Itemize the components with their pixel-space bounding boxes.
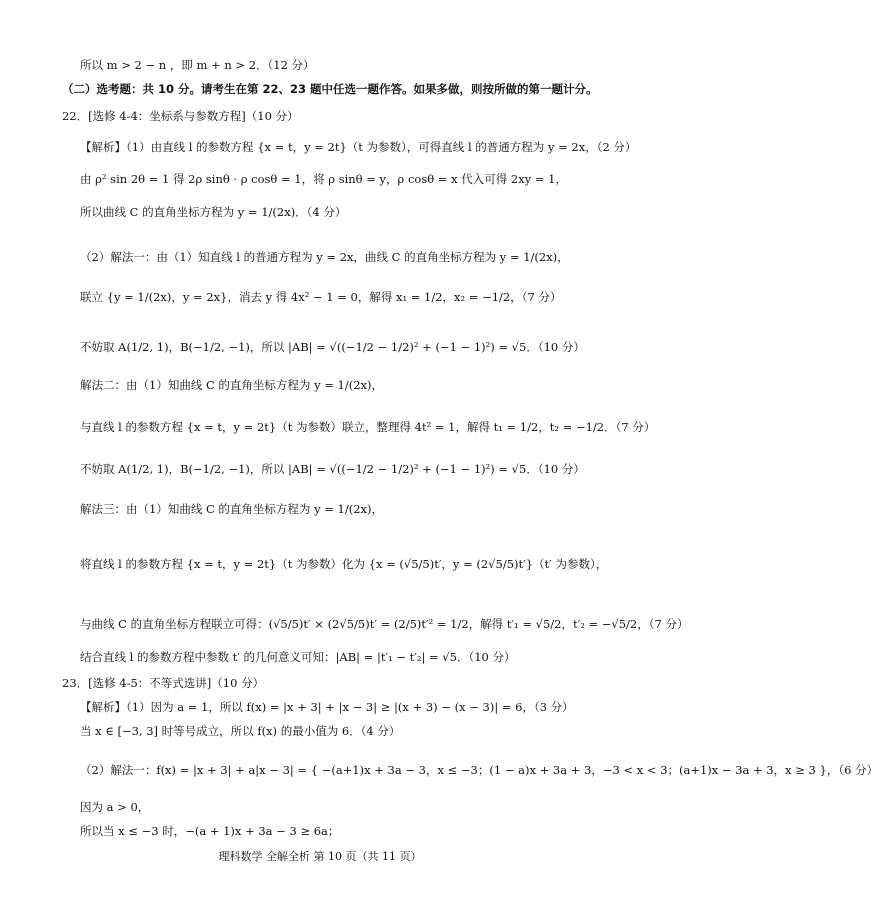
text-line: （二）选考题：共 10 分。请考生在第 22、23 题中任选一题作答。如果多做，则按所做的第一题计分。 — [62, 82, 598, 96]
text-line: 与直线 l 的参数方程 {x = t，y = 2t}（t 为参数）联立，整理得 4t² = 1，解得 t₁ = 1/2，t₂ = −1/2．（7 分） — [80, 420, 656, 434]
text-line: 所以当 x ≤ −3 时，−(a + 1)x + 3a − 3 ≥ 6a； — [80, 824, 340, 838]
text-line: 【解析】（1）因为 a = 1，所以 f(x) = |x + 3| + |x − 3| ≥ |(x + 3) − (x − 3)| = 6，（3 分） — [80, 700, 574, 714]
text-line: 结合直线 l 的参数方程中参数 t′ 的几何意义可知：|AB| = |t′₁ − t′₂| = √5．（10 分） — [80, 650, 516, 664]
text-line: 不妨取 A(1/2, 1)，B(−1/2, −1)，所以 |AB| = √((−1/2 − 1/2)² + (−1 − 1)²) = √5．（10 分） — [80, 462, 585, 476]
text-line: 所以曲线 C 的直角坐标方程为 y = 1/(2x)．（4 分） — [80, 205, 347, 219]
text-line: 当 x ∈ [−3, 3] 时等号成立，所以 f(x) 的最小值为 6．（4 分） — [80, 724, 401, 738]
text-line: 解法二：由（1）知曲线 C 的直角坐标方程为 y = 1/(2x)， — [80, 378, 383, 392]
text-line: （2）解法一：由（1）知直线 l 的普通方程为 y = 2x，曲线 C 的直角坐标方程为 y = 1/(2x)， — [80, 250, 569, 264]
text-line: 不妨取 A(1/2, 1)，B(−1/2, −1)，所以 |AB| = √((−1/2 − 1/2)² + (−1 − 1)²) = √5．（10 分） — [80, 340, 585, 354]
text-line: 与曲线 C 的直角坐标方程联立可得：(√5/5)t′ × (2√5/5)t′ = (2/5)t′² = 1/2，解得 t′₁ = √5/2，t′₂ = −√5/2，（7 分） — [80, 617, 689, 631]
text-line: 由 ρ² sin 2θ = 1 得 2ρ sinθ · ρ cosθ = 1，将 ρ sinθ = y，ρ cosθ = x 代入可得 2xy = 1， — [80, 172, 567, 186]
text-line: 23．[选修 4-5：不等式选讲]（10 分） — [62, 676, 265, 690]
text-line: 22．[选修 4-4：坐标系与参数方程]（10 分） — [62, 109, 299, 123]
page-footer: 理科数学 全解全析 第 10 页（共 11 页） — [218, 850, 422, 863]
text-line: 将直线 l 的参数方程 {x = t，y = 2t}（t 为参数）化为 {x = (√5/5)t′，y = (2√5/5)t′}（t′ 为参数）， — [80, 557, 608, 571]
text-line: 【解析】（1）由直线 l 的参数方程 {x = t，y = 2t}（t 为参数），可得直线 l 的普通方程为 y = 2x，（2 分） — [80, 140, 637, 154]
text-line: 因为 a > 0， — [80, 800, 150, 814]
text-line: 解法三：由（1）知曲线 C 的直角坐标方程为 y = 1/(2x)， — [80, 502, 383, 516]
text-line: （2）解法一：f(x) = |x + 3| + a|x − 3| = { −(a+1)x + 3a − 3，x ≤ −3；(1 − a)x + 3a + 3，−3 < x < 3；(a+1)x − 3a + 3，x ≥ 3 }，（6 分） — [80, 763, 878, 777]
text-line: 所以 m > 2 − n ，即 m + n > 2．（12 分） — [80, 58, 315, 72]
text-line: 联立 {y = 1/(2x)，y = 2x}，消去 y 得 4x² − 1 = 0，解得 x₁ = 1/2，x₂ = −1/2，（7 分） — [80, 290, 562, 304]
